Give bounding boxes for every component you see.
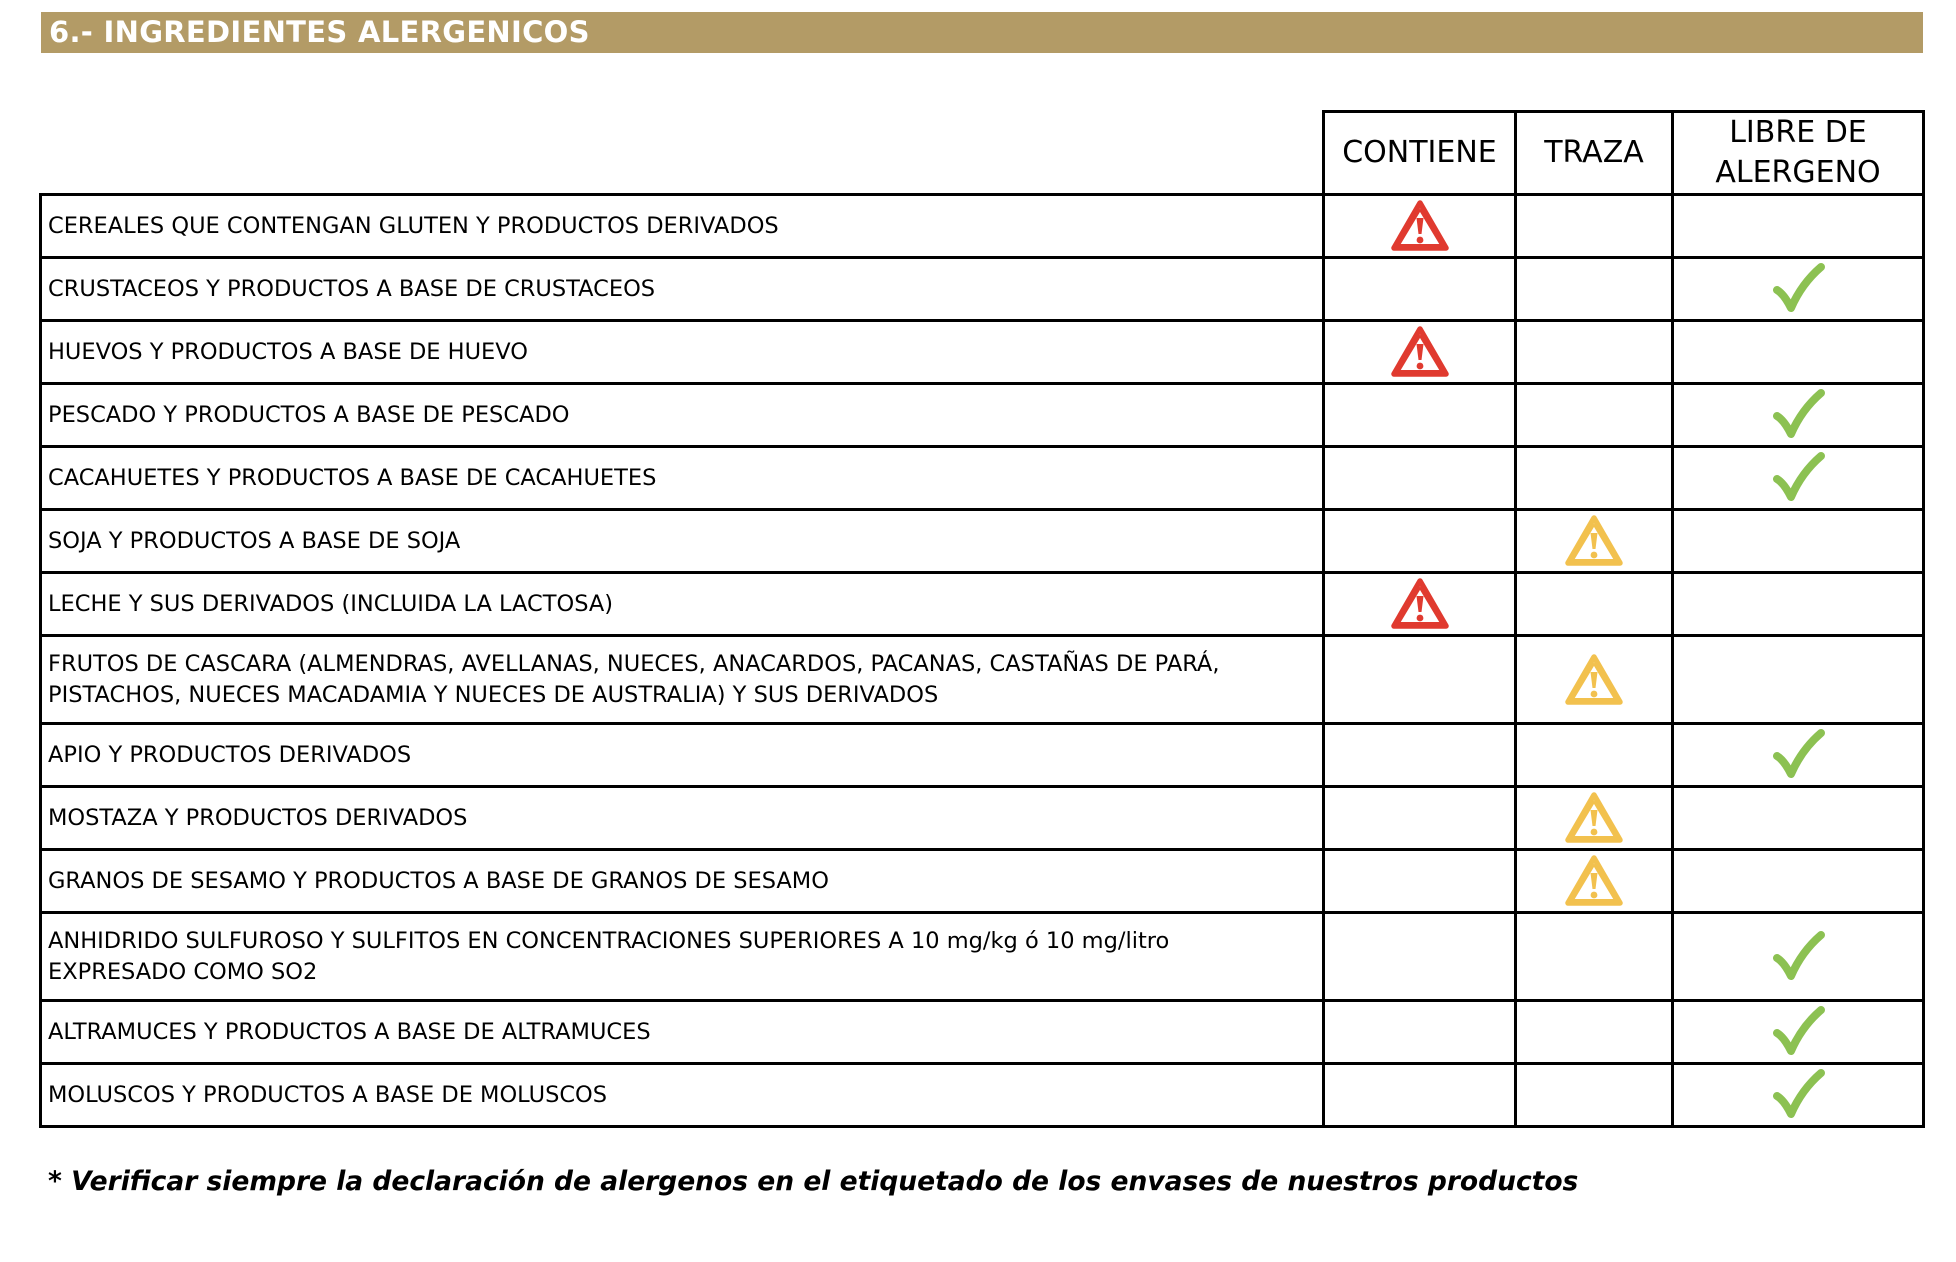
table-row	[41, 724, 1924, 787]
allergen-name: CEREALES QUE CONTENGAN GLUTEN Y PRODUCTOS DERIVADOS	[41, 195, 1324, 258]
header-libre-de-alergeno: LIBRE DE ALERGENO	[1673, 112, 1924, 195]
green-check-icon	[1771, 1005, 1825, 1059]
green-check-icon	[1771, 262, 1825, 316]
cell-contiene	[1324, 1001, 1516, 1064]
cell-traza	[1516, 787, 1673, 850]
cell-contiene	[1324, 384, 1516, 447]
cell-contiene	[1324, 321, 1516, 384]
allergen-name: FRUTOS DE CASCARA (ALMENDRAS, AVELLANAS, NUECES, ANACARDOS, PACANAS, CASTAÑAS DE PARÁ, PISTACHOS, NUECES MACADAMIA Y NUECES DE AUSTRALIA) Y SUS DERIVADOS	[41, 636, 1324, 724]
cell-traza	[1516, 321, 1673, 384]
allergen-name: MOLUSCOS Y PRODUCTOS A BASE DE MOLUSCOS	[41, 1064, 1324, 1127]
allergen-table	[39, 110, 1925, 1128]
cell-contiene	[1324, 1064, 1516, 1127]
allergen-name: LECHE Y SUS DERIVADOS (INCLUIDA LA LACTOSA)	[41, 573, 1324, 636]
cell-contiene	[1324, 447, 1516, 510]
table-row	[41, 384, 1924, 447]
cell-libre	[1673, 850, 1924, 913]
cell-contiene	[1324, 510, 1516, 573]
yellow-warning-icon	[1564, 854, 1624, 908]
green-check-icon	[1771, 451, 1825, 505]
cell-libre	[1673, 1064, 1924, 1127]
table-row	[41, 321, 1924, 384]
cell-traza	[1516, 384, 1673, 447]
allergen-name: GRANOS DE SESAMO Y PRODUCTOS A BASE DE GRANOS DE SESAMO	[41, 850, 1324, 913]
cell-libre	[1673, 573, 1924, 636]
green-check-icon	[1771, 728, 1825, 782]
header-traza: TRAZA	[1516, 112, 1673, 195]
allergen-name: HUEVOS Y PRODUCTOS A BASE DE HUEVO	[41, 321, 1324, 384]
table-row	[41, 1001, 1924, 1064]
cell-traza	[1516, 636, 1673, 724]
cell-traza	[1516, 447, 1673, 510]
table-row	[41, 1064, 1924, 1127]
cell-contiene	[1324, 195, 1516, 258]
red-warning-icon	[1390, 325, 1450, 379]
allergen-table-body	[41, 195, 1924, 1127]
table-row	[41, 195, 1924, 258]
cell-traza	[1516, 1064, 1673, 1127]
allergen-name: CRUSTACEOS Y PRODUCTOS A BASE DE CRUSTACEOS	[41, 258, 1324, 321]
cell-contiene	[1324, 724, 1516, 787]
allergen-name: APIO Y PRODUCTOS DERIVADOS	[41, 724, 1324, 787]
cell-contiene	[1324, 258, 1516, 321]
cell-traza	[1516, 724, 1673, 787]
allergen-name: PESCADO Y PRODUCTOS A BASE DE PESCADO	[41, 384, 1324, 447]
table-header-row	[41, 112, 1924, 195]
table-row	[41, 510, 1924, 573]
footnote: * Verificar siempre la declaración de alergenos en el etiquetado de los envases de nuestros productos	[48, 1166, 1579, 1197]
green-check-icon	[1771, 388, 1825, 442]
yellow-warning-icon	[1564, 514, 1624, 568]
cell-libre	[1673, 195, 1924, 258]
cell-contiene	[1324, 913, 1516, 1001]
yellow-warning-icon	[1564, 653, 1624, 707]
cell-libre	[1673, 384, 1924, 447]
table-row	[41, 913, 1924, 1001]
cell-traza	[1516, 850, 1673, 913]
cell-libre	[1673, 258, 1924, 321]
cell-libre	[1673, 321, 1924, 384]
cell-libre	[1673, 447, 1924, 510]
cell-libre	[1673, 636, 1924, 724]
cell-contiene	[1324, 850, 1516, 913]
cell-traza	[1516, 258, 1673, 321]
allergen-name: CACAHUETES Y PRODUCTOS A BASE DE CACAHUETES	[41, 447, 1324, 510]
cell-traza	[1516, 913, 1673, 1001]
cell-libre	[1673, 913, 1924, 1001]
cell-libre	[1673, 724, 1924, 787]
allergen-name: ALTRAMUCES Y PRODUCTOS A BASE DE ALTRAMUCES	[41, 1001, 1324, 1064]
allergen-name: SOJA Y PRODUCTOS A BASE DE SOJA	[41, 510, 1324, 573]
cell-libre	[1673, 787, 1924, 850]
table-row	[41, 636, 1924, 724]
cell-contiene	[1324, 636, 1516, 724]
cell-contiene	[1324, 573, 1516, 636]
cell-libre	[1673, 510, 1924, 573]
cell-contiene	[1324, 787, 1516, 850]
red-warning-icon	[1390, 577, 1450, 631]
table-row	[41, 787, 1924, 850]
table-row	[41, 573, 1924, 636]
cell-traza	[1516, 573, 1673, 636]
green-check-icon	[1771, 930, 1825, 984]
allergen-name: ANHIDRIDO SULFUROSO Y SULFITOS EN CONCENTRACIONES SUPERIORES A 10 mg/kg ó 10 mg/litro EXPRESADO COMO SO2	[41, 913, 1324, 1001]
cell-libre	[1673, 1001, 1924, 1064]
table-row	[41, 258, 1924, 321]
header-blank-cell	[41, 112, 1324, 195]
red-warning-icon	[1390, 199, 1450, 253]
header-contiene: CONTIENE	[1324, 112, 1516, 195]
yellow-warning-icon	[1564, 791, 1624, 845]
table-row	[41, 850, 1924, 913]
cell-traza	[1516, 1001, 1673, 1064]
green-check-icon	[1771, 1068, 1825, 1122]
cell-traza	[1516, 195, 1673, 258]
table-row	[41, 447, 1924, 510]
allergen-name: MOSTAZA Y PRODUCTOS DERIVADOS	[41, 787, 1324, 850]
section-title: 6.- INGREDIENTES ALERGENICOS	[41, 12, 1923, 53]
cell-traza	[1516, 510, 1673, 573]
